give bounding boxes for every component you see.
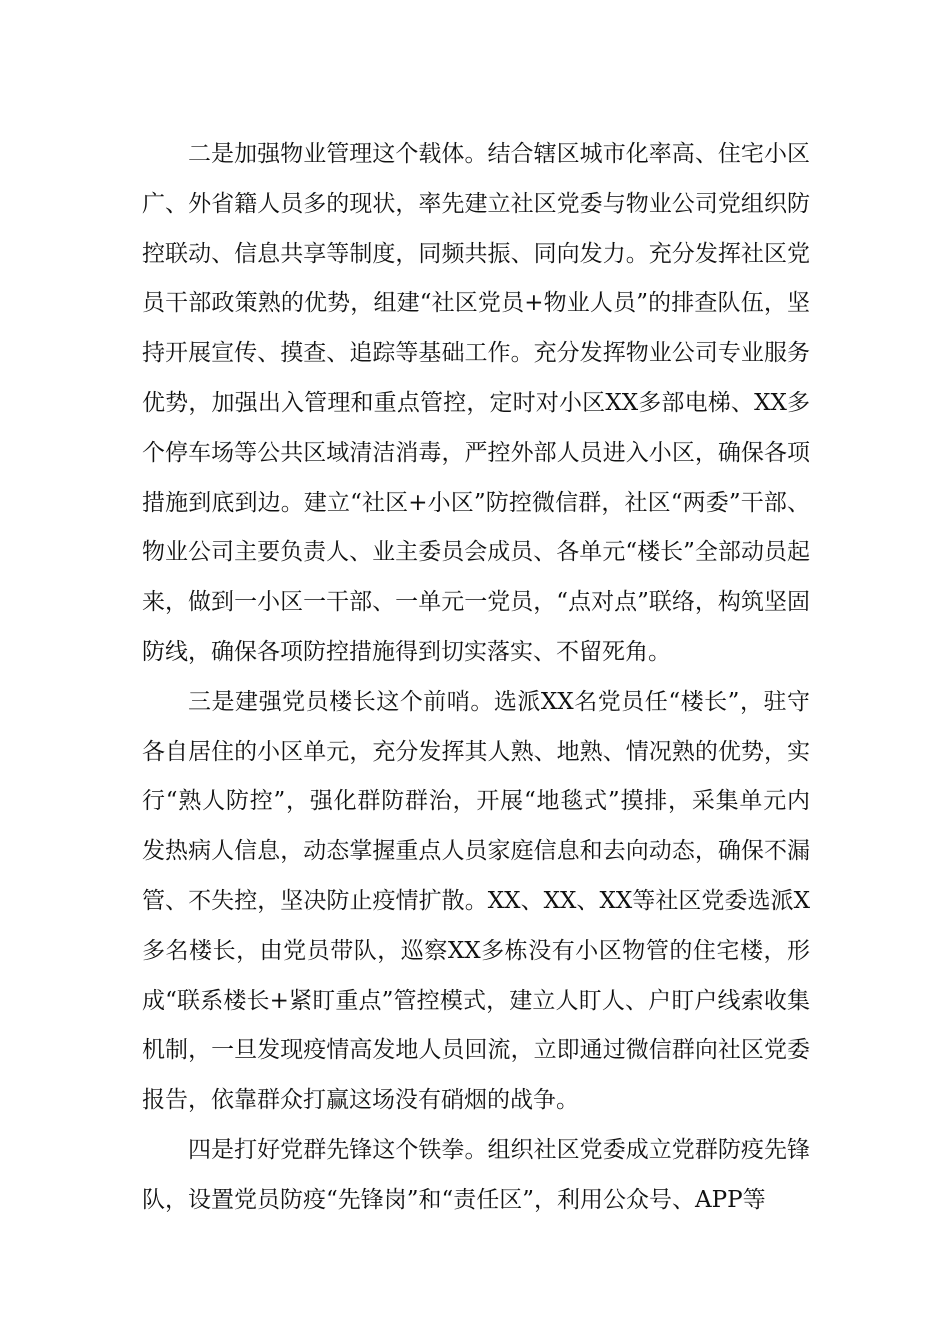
document-body [142, 130, 810, 1226]
paragraph-party-building-leaders: 三是建强党员楼长这个前哨。选派XX名党员任“楼长”，驻守各自居住的小区单元，充分发挥其人熟、地熟、情况熟的优势，实行“熟人防控”，强化群防群治，开展“地毯式”摸排，采集单元内发热病人信息，动态掌握重点人员家庭信息和去向动态，确保不漏管、不失控，坚决防止疫情扩散。XX、XX、XX等社区党委选派X多名楼长，由党员带队，巡察XX多栋没有小区物管的住宅楼，形成“联系楼长+紧盯重点”管控模式，建立人盯人、户盯户线索收集机制，一旦发现疫情高发地人员回流，立即通过微信群向社区党委报告，依靠群众打赢这场没有硝烟的战争。 [142, 688, 810, 1114]
paragraph-vanguard-team: 四是打好党群先锋这个铁拳。组织社区党委成立党群防疫先锋队，设置党员防疫“先锋岗”和“责任区”，利用公众号、APP等 [142, 1136, 810, 1213]
paragraph-property-management: 二是加强物业管理这个载体。结合辖区城市化率高、住宅小区广、外省籍人员多的现状，率先建立社区党委与物业公司党组织防控联动、信息共享等制度，同频共振、同向发力。充分发挥社区党员干部政策熟的优势，组建“社区党员+物业人员”的排查队伍，坚持开展宣传、摸查、追踪等基础工作。充分发挥物业公司专业服务优势，加强出入管理和重点管控，定时对小区XX多部电梯、XX多个停车场等公共区域清洁消毒，严控外部人员进入小区，确保各项措施到底到边。建立“社区+小区”防控微信群，社区“两委”干部、物业公司主要负责人、业主委员会成员、各单元“楼长”全部动员起来，做到一小区一干部、一单元一党员，“点对点”联络，构筑坚固防线，确保各项防控措施得到切实落实、不留死角。 [142, 141, 810, 665]
